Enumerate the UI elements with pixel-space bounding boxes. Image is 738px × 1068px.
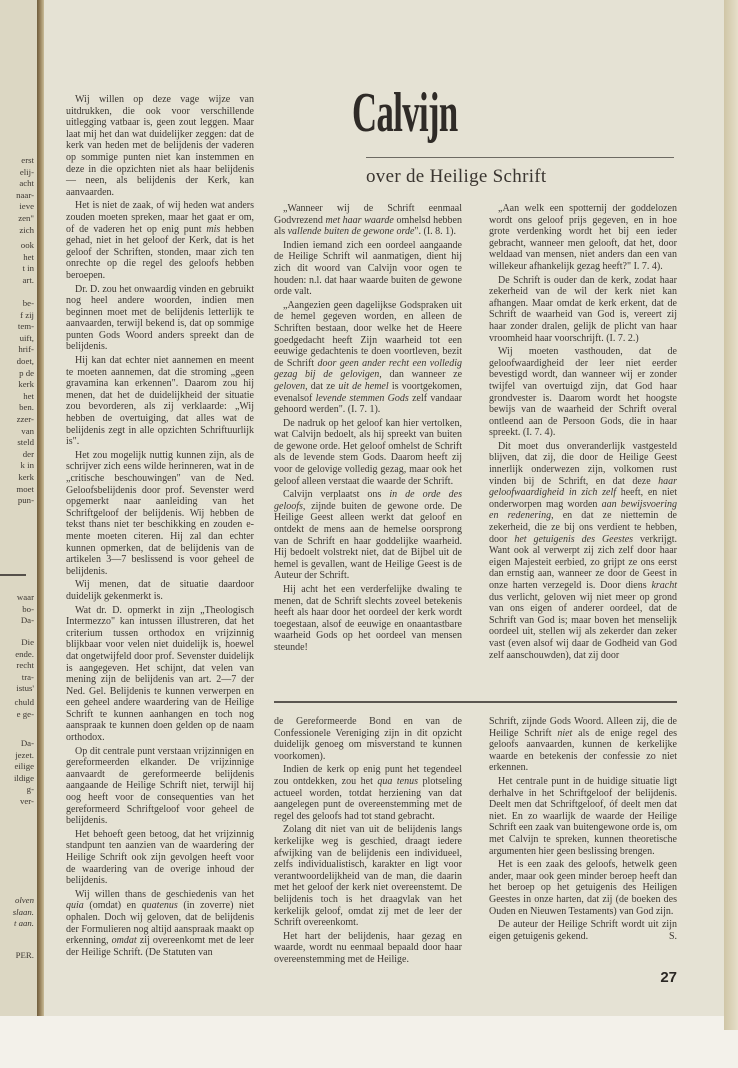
- adjacent-page-fragment: [15, 637, 34, 695]
- italic-text: qua tenus: [377, 775, 419, 787]
- italic-text: haar geloofwaardigheid in zich zelf: [489, 475, 677, 499]
- text-segment: de Gereformeerde Bond en van de Confessionele Vereniging zijn in dit opzicht duidelijk genoeg om misverstand te kunnen voorkomen).: [274, 716, 462, 762]
- paragraph: [489, 919, 677, 942]
- fragment-line: moet: [16, 483, 34, 494]
- fragment-line: uift,: [19, 332, 34, 343]
- text-segment: zelf vandaar gehoord werden". (I. 7. 1).: [274, 392, 462, 416]
- fragment-line: t in: [22, 263, 34, 274]
- text-segment: als de enige regel des geloofs aanvaarden, kunnen de kerkelijke waarde en betekenis der confessie zo niet erkennen.: [489, 727, 677, 774]
- article-title: Calvijn: [352, 82, 458, 144]
- paragraph: [66, 94, 254, 198]
- fragment-line: slaan.: [12, 906, 34, 917]
- text-segment: (omdat) en: [83, 900, 142, 912]
- text-segment: Hij acht het een verderfelijke dwaling te menen, dat de Schrift slechts zoveel betekenis heeft als haar door het oordeel der kerk wordt toegestaan, alsof de eeuwige en onaantastbare waarheid Gods op het oordeel van mensen steunde!: [274, 584, 462, 653]
- text-segment: dus verlicht, geloven wij niet meer op grond van ons eigen of anderer oordeel, dat de Schrift van God is; maar boven het menselijk oordeel uit, stellen wij als zekerder dan zeker vast (even alsof wij daar de Godheid van God zelf aanschouwden), dat zij door: [489, 591, 677, 661]
- text-segment: Indien de kerk op enig punt het tegendeel zou ontdekken, zou het: [274, 764, 462, 787]
- fragment-line: erst: [21, 155, 34, 165]
- adjacent-page-margin: [0, 0, 37, 1016]
- text-column-right: [489, 203, 677, 663]
- text-segment: Op dit centrale punt verstaan vrijzinnigen en gereformeerden elkander. De vrijzinnige aanvaardt de gereformeerde belijdenis aangaande de Heilige Schrift niet, terwijl hij oog heeft voor de consequenties van het gereformeerd Schriftgeloof voor geheel de belijdenis.: [66, 745, 254, 827]
- text-segment: De auteur der Heilige Schrift wordt uit zijn eigen getuigenis gekend.: [489, 919, 677, 942]
- fragment-line: istus': [16, 683, 34, 694]
- fragment-line: f zij: [20, 309, 34, 320]
- adjacent-page-fragment: [21, 240, 34, 286]
- text-segment: Calvijn verplaatst ons: [283, 489, 390, 501]
- italic-text: het getuigenis des Geestes: [514, 533, 634, 545]
- text-segment: De nadruk op het geloof kan hier vertolken, wat Calvijn bedoelt, als hij spreekt van buiten de gewone orde. Het geloof omhelst de Schrift als de levende stem Gods. Daarom heeft zij voor de gelovige volledig gezag, maar ook het geloof alleen verstaat die waarde der Schrift.: [274, 417, 462, 487]
- adjacent-page-fragment: [16, 950, 34, 962]
- paragraph: [66, 889, 254, 959]
- fragment-line: Da-: [20, 615, 34, 626]
- paragraph: [66, 605, 254, 744]
- fragment-line: ende.: [15, 648, 34, 659]
- text-segment: is voortgekomen, evenalsof: [274, 380, 463, 404]
- section-divider: [274, 701, 677, 703]
- text-segment: , en dat ze niettemin de zekerheid, die ze bij ons verdient te hebben, door: [489, 510, 677, 545]
- page-spine-divider: [37, 0, 44, 1016]
- fragment-line: k in: [20, 460, 34, 471]
- italic-text: kracht: [651, 580, 677, 591]
- text-segment: , dat ze: [305, 380, 339, 392]
- paragraph: [274, 824, 462, 928]
- adjacent-page-fragment: [16, 155, 34, 236]
- fragment-line: pun-: [17, 495, 34, 506]
- adjacent-page-fragment: [13, 895, 34, 930]
- text-segment: verkrijgt. Want ook al verwerpt zij zich zelf door haar eigen Majesteit eerbied, zo grijpt ze ons eerst dan ernstig aan, wanneer ze door de Geest in onze harten verzegeld is. Door diens: [489, 533, 677, 591]
- paragraph: [274, 931, 462, 966]
- text-segment: Het hart der belijdenis, haar gezag en waarde, wordt nu eenmaal bepaald door haar overeenstemming met de Heilige.: [274, 930, 462, 965]
- fragment-line: ildige: [13, 772, 34, 783]
- paragraph: [274, 240, 462, 298]
- fragment-line: bo-: [22, 603, 34, 614]
- text-segment: Het centrale punt in de huidige situatie ligt derhalve in het Schriftgeloof der belijdenis. Deelt men dat Schriftgeloof, óf deelt men dat niet. En zo waarlijk de waarde der Heilige Schrift een zaak van buitengewone orde is, om met Calvijn te spreken, kunnen theoretische argumenten hier geen beslissing brengen.: [489, 775, 677, 857]
- italic-text: quia: [66, 900, 84, 912]
- text-column-bottom-right: [489, 716, 677, 944]
- fragment-line: zich: [19, 224, 34, 235]
- fragment-line: van: [21, 425, 34, 436]
- text-segment: „Wanneer wij de Schrift eenmaal Godvrezend: [274, 203, 462, 226]
- paragraph: [66, 200, 254, 281]
- fragment-line: kerk: [18, 471, 34, 482]
- adjacent-page-fragment: [17, 592, 34, 627]
- text-segment: (in zoverre) niet ophalen. Doch wij geloven, dat de belijdenis der Formulieren nog altijd aanspraak maakt op erkenning,: [66, 900, 254, 947]
- italic-text: in de orde des geloofs: [274, 489, 462, 512]
- fragment-line: tra-: [21, 671, 34, 682]
- text-segment: hebben gehad, niet in het geloof der Kerk, dat is het geloof der Schriften, stonden, maar zich ten onrechte op die regel des geloofs hebben beroepen.: [66, 223, 254, 281]
- paragraph: [489, 776, 677, 857]
- paragraph: [274, 764, 462, 822]
- paragraph: [66, 450, 254, 578]
- fragment-line: Da-: [20, 738, 34, 748]
- text-segment: Indien iemand zich een oordeel aangaande de Heilige Schrift wil aanmatigen, dient hij zich dit woord van Calvijn voor ogen te houden: n.l. dat haar waarde buiten de gewone orde valt.: [274, 239, 462, 298]
- fragment-line: eilige: [14, 761, 34, 772]
- text-column-middle: [274, 203, 462, 656]
- text-segment: Het behoeft geen betoog, dat het vrijzinnig standpunt ten aanzien van de waardering der Heilige Schrift ook zijn gevolgen heeft voor de waardering van de overige inhoud der belijdenis.: [66, 828, 254, 887]
- paragraph: [66, 829, 254, 887]
- fragment-line: hrif-: [18, 344, 34, 355]
- paragraph: [489, 346, 677, 439]
- adjacent-page-fragment: [16, 298, 34, 507]
- fragment-line: zzer-: [16, 413, 34, 424]
- fragment-line: elij-: [19, 166, 34, 177]
- fragment-line: kerk: [18, 379, 34, 390]
- paragraph: [274, 584, 462, 654]
- text-segment: Wij moeten vasthouden, dat de geloofwaardigheid der leer niet eerder bevestigd wordt, dan wanneer wij er zonder twijfel van overtuigd zijn, dat God haar grondvester is. Daarom wordt het hoogste bewijs van de waarheid der Schrift overal ontleend aan de Persoon Gods, die in haar spreekt. (I. 7. 4).: [489, 346, 677, 439]
- paragraph: [66, 355, 254, 448]
- fragment-line: zen": [18, 212, 34, 223]
- text-segment: ". (I. 8. 1).: [414, 226, 456, 238]
- italic-text: aan bewijsvoering en redenering: [489, 498, 678, 522]
- page-number: 27: [660, 969, 677, 986]
- text-segment: plotseling actueel worden, totdat herziening van dat aangelegen punt de overeenstemming met de regel des geloofs had tot stand gebracht.: [274, 775, 462, 822]
- text-segment: Het is niet de zaak, of wij heden wat anders zouden moeten spreken, maar het gaat er om, of de vaderen het op enig punt: [66, 200, 254, 235]
- italic-text: omdat: [111, 935, 137, 947]
- text-column-left: [66, 94, 254, 960]
- paragraph: [66, 579, 254, 602]
- fragment-line: tem-: [17, 321, 34, 332]
- fragment-line: chuld: [14, 697, 34, 707]
- text-segment: Wij willen op deze vage wijze van uitdrukken, die ook voor verschillende uitlegging vatbaar is, geen zout leggen. Maar laat mij het dan wat duidelijker zeggen: dat de kerk van heden met de belijdenis der vaderen op sommige punten niet kan instemmen en deze in die opzichten niet als haar belijdenis — neen, als belijdenis der Kerk, kan aanvaarden.: [66, 94, 254, 198]
- adjacent-page-fragment: [14, 738, 34, 808]
- fragment-line: ook: [20, 240, 34, 250]
- text-segment: „Aangezien geen dagelijkse Godspraken uit de hemel gegeven worden, en alleen de Schriften bestaan, door welke het de Heere goedgedacht heeft Zijn waarheid tot een eeuwige gedachtenis te doen voortleven, bezit de Schrift: [274, 299, 462, 369]
- paragraph: [66, 284, 254, 354]
- fragment-line: art.: [22, 274, 34, 285]
- text-segment: Schrift, zijnde Gods Woord. Alleen zij, die de Heilige Schrift: [489, 716, 677, 739]
- fragment-line: acht: [19, 178, 34, 189]
- italic-text: geloven: [274, 380, 306, 392]
- paragraph: [489, 441, 677, 661]
- fragment-line: be-: [22, 298, 34, 308]
- fragment-line: steld: [17, 437, 34, 448]
- paragraph: [66, 746, 254, 827]
- text-segment: Dr. D. zou het onwaardig vinden en gebruikt nog heel andere woorden, indien men beginnen moet met de belijdenis letterlijk te aanvaarden, terwijl bekend is, dat op sommige punten Gods Woord anders spreekt dan de belijdenis.: [66, 283, 254, 353]
- adjacent-page-fragment: [14, 697, 34, 720]
- fragment-line: recht: [16, 660, 34, 671]
- fragment-line: jezet.: [15, 749, 34, 760]
- fragment-line: ver-: [20, 795, 34, 806]
- italic-text: quatenus: [141, 900, 178, 912]
- italic-text: niet: [557, 727, 573, 739]
- text-segment: Hij kan dat echter niet aannemen en meent te moeten aannemen, dat die stroming „geen gravamina kan erkennen". Daarom zou hij menen, dat het de duidelijkheid der situatie zou bevorderen, als zij verklaarde: „Wij hebben de overtuiging, dat alles wat de belijdenis zegt in alle opzichten Schriftuurlijk is".: [66, 355, 254, 448]
- text-segment: zij overeenkomt met de leer der Heilige Schrift. (De Statuten van: [66, 935, 254, 958]
- fragment-line: het: [23, 390, 34, 401]
- article-subtitle: over de Heilige Schrift: [366, 166, 547, 187]
- italic-text: uit de hemel: [338, 380, 389, 392]
- fragment-line: Die: [21, 637, 34, 647]
- italic-text: vallende buiten de gewone orde: [287, 226, 415, 238]
- text-segment: Zolang dit niet van uit de belijdenis langs kerkelijke weg is geschied, draagt iedere afwijking van de belijdenis een individueel, zelfs individualistisch, karakter en ligt voor verantwoordelijkheid van de man, die daarin met het geloof der kerk niet overeenstemt. De belijdenis toch is het draagvlak van het kerkelijk geloof, omdat zij met de leer der Schrift overeenkomt.: [274, 824, 462, 929]
- adjacent-page-rule: [0, 574, 26, 576]
- paragraph: [274, 489, 462, 582]
- text-segment: Wij menen, dat de situatie daardoor duidelijk gekenmerkt is.: [66, 579, 254, 602]
- text-segment: , dan wanneer ze: [379, 369, 463, 381]
- italic-text: levende stemmen Gods: [315, 392, 409, 404]
- text-segment: Wij willen thans de geschiedenis van het: [75, 888, 254, 900]
- fragment-line: g-: [26, 784, 34, 795]
- text-segment: Het zou mogelijk nuttig kunnen zijn, als de schrijver zich eens wilde herinneren, wat in de „critische beschouwingen" van de Ned. Geloofsbelijdenis door prof. Sevenster werd opgemerkt naar aanleiding van het Schriftgeloof der belijdenis. Wij hebben de tekst thans niet ter beschikking en zouden e-mente moeten citeren. Hij zal dan echter kunnen opmerken, dat de belijdenis van de artikelen 3—7 beslissend is voor geheel de belijdenis.: [66, 449, 254, 577]
- text-segment: omhelsd hebben als: [274, 214, 462, 238]
- paragraph: [489, 275, 677, 345]
- paragraph: [489, 203, 677, 273]
- paragraph: [274, 203, 462, 238]
- text-segment: heeft, en niet onderworpen mag worden: [489, 487, 677, 510]
- fragment-line: t aan.: [13, 918, 34, 929]
- paragraph: [274, 716, 462, 762]
- text-segment: „Aan welk een spotternij der goddelozen wordt ons geloof prijs gegeven, en in hoe grote verdenking wordt het bij een ieder gebracht, wanneer men gelooft, dat het, door weldaad van mensen, niet anders dan een van willekeur afhankelijk gezag heeft?" I. 7. 4).: [489, 203, 677, 272]
- paragraph: [274, 418, 462, 488]
- fragment-line: doet,: [16, 355, 34, 366]
- fragment-line: PER.: [15, 950, 34, 960]
- fragment-line: waar: [16, 592, 34, 602]
- page-edge: [724, 0, 738, 1030]
- fragment-line: p de: [19, 367, 34, 378]
- fragment-line: olven: [14, 895, 34, 905]
- title-divider: [366, 157, 674, 158]
- text-segment: Het is een zaak des geloofs, hetwelk geen ander, maar ook geen minder beroep heeft dan het beroep op het getuigenis des Heiligen Geestes in onze harten, dat zij (de boeken des Ouden en Nieuwen Testaments) van God zijn.: [489, 859, 677, 917]
- fragment-line: ben.: [19, 402, 34, 413]
- author-signature: S.: [668, 930, 677, 942]
- fragment-line: naar-: [16, 189, 34, 200]
- paragraph: [489, 716, 677, 774]
- text-segment: Dit moet dus onveranderlijk vastgesteld blijven, dat zij, die door de Heilige Geest innerlijk onderwezen zijn, volkomen rust vinden bij de Schrift, en dat deze: [489, 440, 677, 487]
- text-segment: De Schrift is ouder dan de kerk, zodat haar zekerheid van de wil der kerk niet kan afhangen. Maar omdat de kerk erkent, dat de Schrift de waarheid van God is, vereert zij haar zonder dralen, gelijk de plicht van haar vroomheid haar voorschrijft. (I. 7. 2.): [489, 274, 677, 344]
- fragment-line: ieve: [19, 201, 34, 212]
- fragment-line: het: [23, 251, 34, 262]
- italic-text: door geen ander recht een volledig gezag bij de gelovigen: [274, 357, 462, 381]
- italic-text: mis: [206, 223, 221, 235]
- italic-text: met haar waarde: [325, 214, 394, 226]
- paragraph: [489, 859, 677, 917]
- fragment-line: der: [22, 448, 34, 459]
- text-segment: , zijnde buiten de gewone orde. De Heilige Geest alleen werkt dat geloof en ontdekt de mens aan de hemelse oorsprong van de Schrift en haar goddelijke waarheid. Hij bedoelt volstrekt niet, dat de Bijbel uit de hemel is gevallen, want de Heilige Geest is de Auteur der Schrift.: [274, 500, 462, 582]
- text-segment: Wat dr. D. opmerkt in zijn „Theologisch Intermezzo" kan intussen illustreren, dat het criterium tussen orthodox en vrijzinnig blijkbaar voor velen niet duidelijk is, hoewel dat ongetwijfeld door prof. Sevenster duidelijk is aangegeven. Het schijnt, dat velen van mening zijn de belijdenis van art. 2—7 der Ned. Gel. Belijdenis te kunnen verwerpen en een geheel andere waardering van de Heilige Schrift te kunnen aanhangen en toch nog aanspraak te kunnen doen gelden op de naam orthodox.: [66, 604, 254, 744]
- paragraph: [274, 300, 462, 416]
- text-column-bottom-middle: [274, 716, 462, 967]
- fragment-line: e ge-: [16, 708, 34, 719]
